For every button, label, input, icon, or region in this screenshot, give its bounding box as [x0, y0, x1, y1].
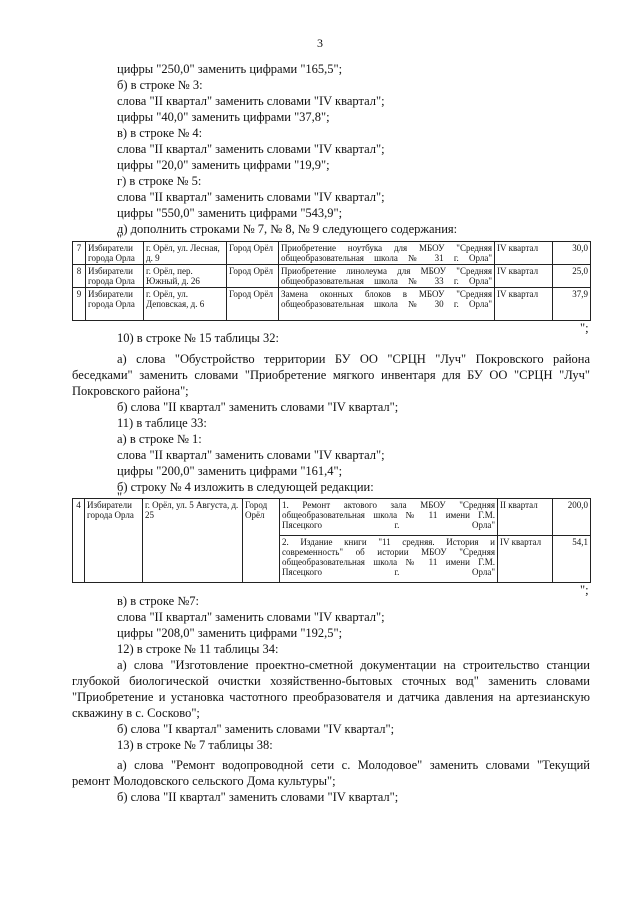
table-row	[73, 242, 591, 265]
amount-cell: 30,0	[553, 242, 591, 265]
text-line: слова "II квартал" заменить словами "IV квартал";	[117, 142, 385, 156]
period-cell: IV квартал	[495, 288, 553, 321]
voters-cell: Избиратели города Орла	[86, 265, 144, 288]
text-line: слова "II квартал" заменить словами "IV квартал";	[117, 94, 385, 108]
text-line: в) в строке № 4:	[117, 126, 203, 140]
text-line: слова "II квартал" заменить словами "IV квартал";	[117, 610, 385, 624]
text-line: цифры "250,0" заменить цифрами "165,5";	[117, 62, 343, 76]
text-line: 10) в строке № 15 таблицы 32:	[117, 331, 279, 345]
amount-cell: 200,0	[553, 499, 591, 536]
table-row-4	[72, 498, 591, 583]
text-line: 11) в таблице 33:	[117, 416, 207, 430]
text-line: цифры "40,0" заменить цифрами "37,8";	[117, 110, 330, 124]
text-line: скважину в с. Сосково";	[72, 706, 200, 720]
row-number: 8	[73, 265, 86, 288]
table-row	[73, 499, 591, 536]
period-cell: II квартал	[498, 499, 553, 536]
open-quote: "	[117, 490, 123, 504]
description-cell: Приобретение ноутбука для МБОУ "Средняя общеобразовательная школа № 31 г. Орла"	[279, 242, 495, 265]
table-row	[73, 265, 591, 288]
justified-line: а) слова "Ремонт водопроводной сети с. Молодовое" заменить словами "Текущий	[117, 758, 590, 772]
text-line: цифры "550,0" заменить цифрами "543,9";	[117, 206, 343, 220]
voters-cell: Избиратели города Орла	[85, 499, 143, 583]
close-quote: ";	[580, 583, 589, 597]
voters-cell: Избиратели города Орла	[86, 288, 144, 321]
amount-cell: 25,0	[553, 265, 591, 288]
description-cell: 2. Издание книги "11 средняя. История и современность" об истории МБОУ "Средняя общеобразовательная школа № 11 имени Г.М. Пясецкого г. Орла"	[280, 536, 498, 583]
address-cell: г. Орёл, пер. Южный, д. 26	[144, 265, 227, 288]
justified-line: беседками" заменить словами "Приобретение мягкого инвентаря для БУ ОО "СРЦН "Луч"	[72, 368, 590, 382]
text-line: ремонт Молодовского сельского Дома культуры";	[72, 774, 336, 788]
text-line: д) дополнить строками № 7, № 8, № 9 следующего содержания:	[117, 222, 458, 236]
text-line: в) в строке №7:	[117, 594, 199, 608]
text-line: 13) в строке № 7 таблицы 38:	[117, 738, 273, 752]
description-cell: 1. Ремонт актового зала МБОУ "Средняя общеобразовательная школа № 11 имени Г.М. Пясецкого г. Орла"	[280, 499, 498, 536]
text-line: б) слова "II квартал" заменить словами "IV квартал";	[117, 400, 399, 414]
place-cell: Город Орёл	[227, 288, 279, 321]
voters-cell: Избиратели города Орла	[86, 242, 144, 265]
address-cell: г. Орёл, ул. 5 Августа, д. 25	[143, 499, 243, 583]
close-quote: ";	[580, 321, 589, 335]
text-line: г) в строке № 5:	[117, 174, 202, 188]
justified-line: "Приобретение и установка частотного преобразователя и датчика давления на артезианскую	[72, 690, 590, 704]
text-line: Покровского района";	[72, 384, 189, 398]
table-row	[73, 288, 591, 321]
justified-line: а) слова "Обустройство территории БУ ОО "СРЦН "Луч" Покровского района	[117, 352, 590, 366]
page-number: 3	[317, 36, 323, 50]
period-cell: IV квартал	[495, 242, 553, 265]
text-line: слова "II квартал" заменить словами "IV квартал";	[117, 190, 385, 204]
place-cell: Город Орёл	[227, 242, 279, 265]
place-cell: Город Орёл	[243, 499, 280, 583]
text-line: б) слова "II квартал" заменить словами "IV квартал";	[117, 790, 399, 804]
address-cell: г. Орёл, ул. Лесная, д. 9	[144, 242, 227, 265]
place-cell: Город Орёл	[227, 265, 279, 288]
text-line: б) строку № 4 изложить в следующей редакции:	[117, 480, 374, 494]
address-cell: г. Орёл, ул. Деповская, д. 6	[144, 288, 227, 321]
period-cell: IV квартал	[495, 265, 553, 288]
text-line: б) в строке № 3:	[117, 78, 203, 92]
open-quote: "	[117, 232, 123, 246]
text-line: б) слова "I квартал" заменить словами "IV квартал";	[117, 722, 395, 736]
row-number: 9	[73, 288, 86, 321]
description-cell: Приобретение линолеума для МБОУ "Средняя общеобразовательная школа № 33 г. Орла"	[279, 265, 495, 288]
amount-cell: 54,1	[553, 536, 591, 583]
table-additional-rows	[72, 241, 591, 321]
text-line: цифры "200,0" заменить цифрами "161,4";	[117, 464, 343, 478]
justified-line: глубокой биологической очистки хозяйственно-бытовых сточных вод" заменить словами	[72, 674, 590, 688]
amount-cell: 37,9	[553, 288, 591, 321]
text-line: а) в строке № 1:	[117, 432, 202, 446]
row-number: 4	[73, 499, 85, 583]
text-line: слова "II квартал" заменить словами "IV квартал";	[117, 448, 385, 462]
text-line: цифры "20,0" заменить цифрами "19,9";	[117, 158, 330, 172]
period-cell: IV квартал	[498, 536, 553, 583]
text-line: цифры "208,0" заменить цифрами "192,5";	[117, 626, 343, 640]
description-cell: Замена оконных блоков в МБОУ "Средняя общеобразовательная школа № 30 г. Орла"	[279, 288, 495, 321]
text-line: 12) в строке № 11 таблицы 34:	[117, 642, 279, 656]
justified-line: а) слова "Изготовление проектно-сметной документации на строительство станции	[117, 658, 590, 672]
row-number: 7	[73, 242, 86, 265]
